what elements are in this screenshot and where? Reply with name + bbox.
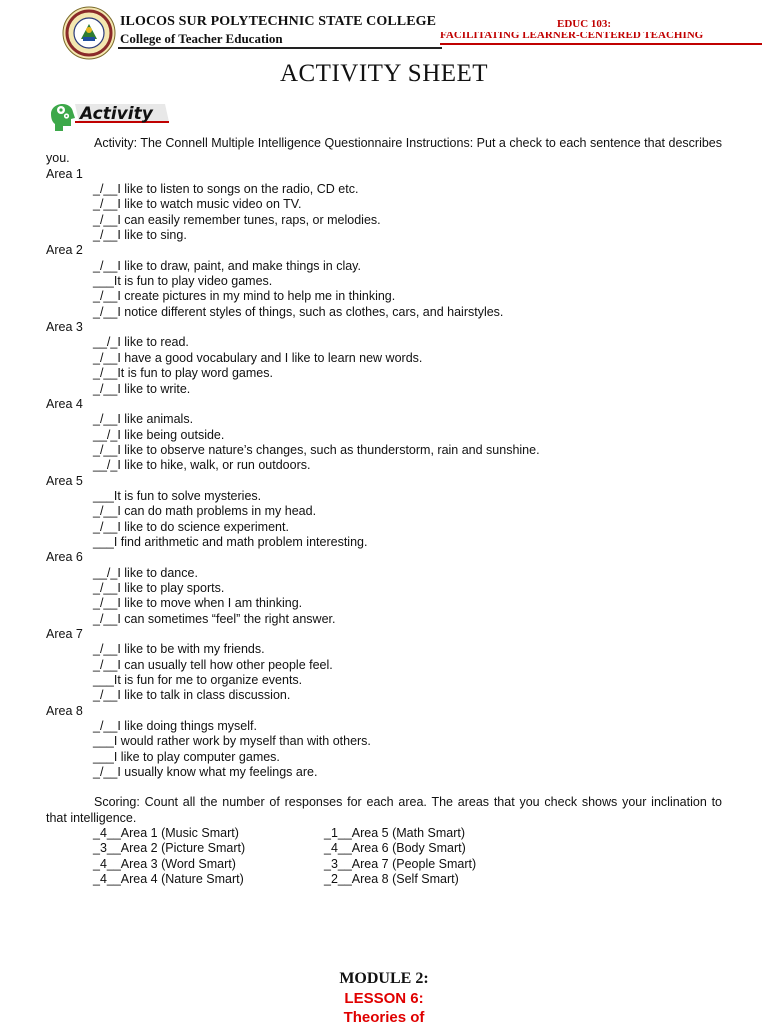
score-row: _4__Area 1 (Music Smart) — [93, 826, 239, 841]
questionnaire-item: _/__I usually know what my feelings are. — [93, 765, 318, 780]
questionnaire-item: ___I like to play computer games. — [93, 749, 280, 764]
questionnaire-item: _/__I can easily remember tunes, raps, or melodies. — [93, 212, 381, 227]
topic-heading: Theories of — [343, 1009, 425, 1026]
questionnaire-item: _/__I like animals. — [93, 412, 194, 427]
questionnaire-item: _/__I can do math problems in my head. — [93, 504, 317, 519]
questionnaire-item: __/_I like to hike, walk, or run outdoors. — [93, 458, 311, 473]
questionnaire-item: __/_I like being outside. — [93, 427, 225, 442]
area-label: Area 8 — [46, 703, 83, 718]
area-label: Area 4 — [46, 396, 83, 411]
area-label: Area 6 — [46, 550, 83, 565]
head-gears-icon — [51, 104, 75, 131]
questionnaire-item: ___It is fun to play video games. — [93, 274, 273, 289]
score-row: _3__Area 7 (People Smart) — [324, 856, 477, 871]
activity-banner — [47, 96, 171, 132]
questionnaire-item: _/__I like doing things myself. — [93, 719, 257, 734]
scores-table — [46, 826, 722, 887]
questionnaire-item: _/__I notice different styles of things, such as clothes, cars, and hairstyles. — [93, 304, 504, 319]
course-title-underline — [440, 43, 762, 45]
questionnaire-item: ___I would rather work by myself than with others. — [93, 734, 371, 749]
questionnaire-item: _/__I like to talk in class discussion. — [93, 688, 291, 703]
college-name: ILOCOS SUR POLYTECHNIC STATE COLLEGE — [120, 14, 437, 29]
questionnaire-item: _/__I like to play sports. — [93, 580, 225, 595]
questionnaire-item: _/__I like to draw, paint, and make things in clay. — [93, 258, 361, 273]
questionnaire-item: ___It is fun for me to organize events. — [93, 673, 303, 688]
questionnaire-item: _/__I like to do science experiment. — [93, 519, 289, 534]
questionnaire-item: _/__I can usually tell how other people feel. — [93, 657, 333, 672]
score-row: _4__Area 3 (Word Smart) — [93, 856, 236, 871]
questionnaire-item: _/__I like to listen to songs on the radio, CD etc. — [93, 182, 359, 197]
college-seal-logo — [62, 6, 116, 60]
questionnaire-item: _/__I like to sing. — [93, 228, 187, 243]
questionnaire-item: _/__I create pictures in my mind to help me in thinking. — [93, 289, 396, 304]
instructions-text: Activity: The Connell Multiple Intelligence Questionnaire Instructions: Put a check to each sentence that describes you. — [46, 136, 722, 166]
questionnaire-item: _/__I like to write. — [93, 381, 191, 396]
area-label: Area 1 — [46, 166, 83, 181]
score-row: _3__Area 2 (Picture Smart) — [93, 841, 246, 856]
area-label: Area 2 — [46, 243, 83, 258]
questionnaire-item: _/__I have a good vocabulary and I like to learn new words. — [93, 350, 423, 365]
page-title: ACTIVITY SHEET — [279, 60, 489, 87]
questionnaire-item: __/_I like to dance. — [93, 565, 198, 580]
module-heading: MODULE 2: — [339, 970, 429, 987]
scoring-text: Scoring: Count all the number of responses for each area. The areas that you check shows your inclination to that intelligence. — [46, 795, 722, 825]
questionnaire-item: _/__I like to move when I am thinking. — [93, 596, 303, 611]
department-name: College of Teacher Education — [120, 31, 283, 46]
questionnaire-item: _/__I can sometimes “feel” the right answer. — [93, 611, 336, 626]
questionnaire-item: _/__I like to observe nature’s changes, such as thunderstorm, rain and sunshine. — [93, 442, 540, 457]
activity-content — [46, 136, 722, 888]
score-row: _4__Area 6 (Body Smart) — [324, 841, 466, 856]
score-row: _4__Area 4 (Nature Smart) — [93, 872, 244, 887]
questionnaire-item: ___It is fun to solve mysteries. — [93, 488, 262, 503]
questionnaire-item: __/_I like to read. — [93, 335, 189, 350]
questionnaire-item: _/__It is fun to play word games. — [93, 366, 273, 381]
scores-column-right — [324, 826, 555, 887]
course-title-clip — [440, 32, 762, 41]
course-code: EDUC 103: — [557, 18, 612, 30]
page-header — [0, 0, 768, 60]
score-row: _1__Area 5 (Math Smart) — [324, 826, 466, 841]
banner-label: Activity — [80, 104, 153, 124]
course-title: FACILITATING LEARNER-CENTERED TEACHING — [440, 32, 704, 41]
area-label: Area 7 — [46, 627, 83, 641]
area-label: Area 3 — [46, 320, 83, 335]
questionnaire-item: ___I find arithmetic and math problem interesting. — [93, 534, 368, 549]
questionnaire-item: _/__I like to watch music video on TV. — [93, 197, 302, 212]
area-label: Area 5 — [46, 473, 83, 488]
score-row: _2__Area 8 (Self Smart) — [324, 872, 459, 887]
scores-column-left — [93, 826, 324, 887]
questionnaire-item: _/__I like to be with my friends. — [93, 642, 265, 657]
header-divider — [118, 47, 442, 49]
lesson-heading: LESSON 6: — [344, 990, 424, 1007]
questionnaire-areas — [46, 167, 722, 781]
